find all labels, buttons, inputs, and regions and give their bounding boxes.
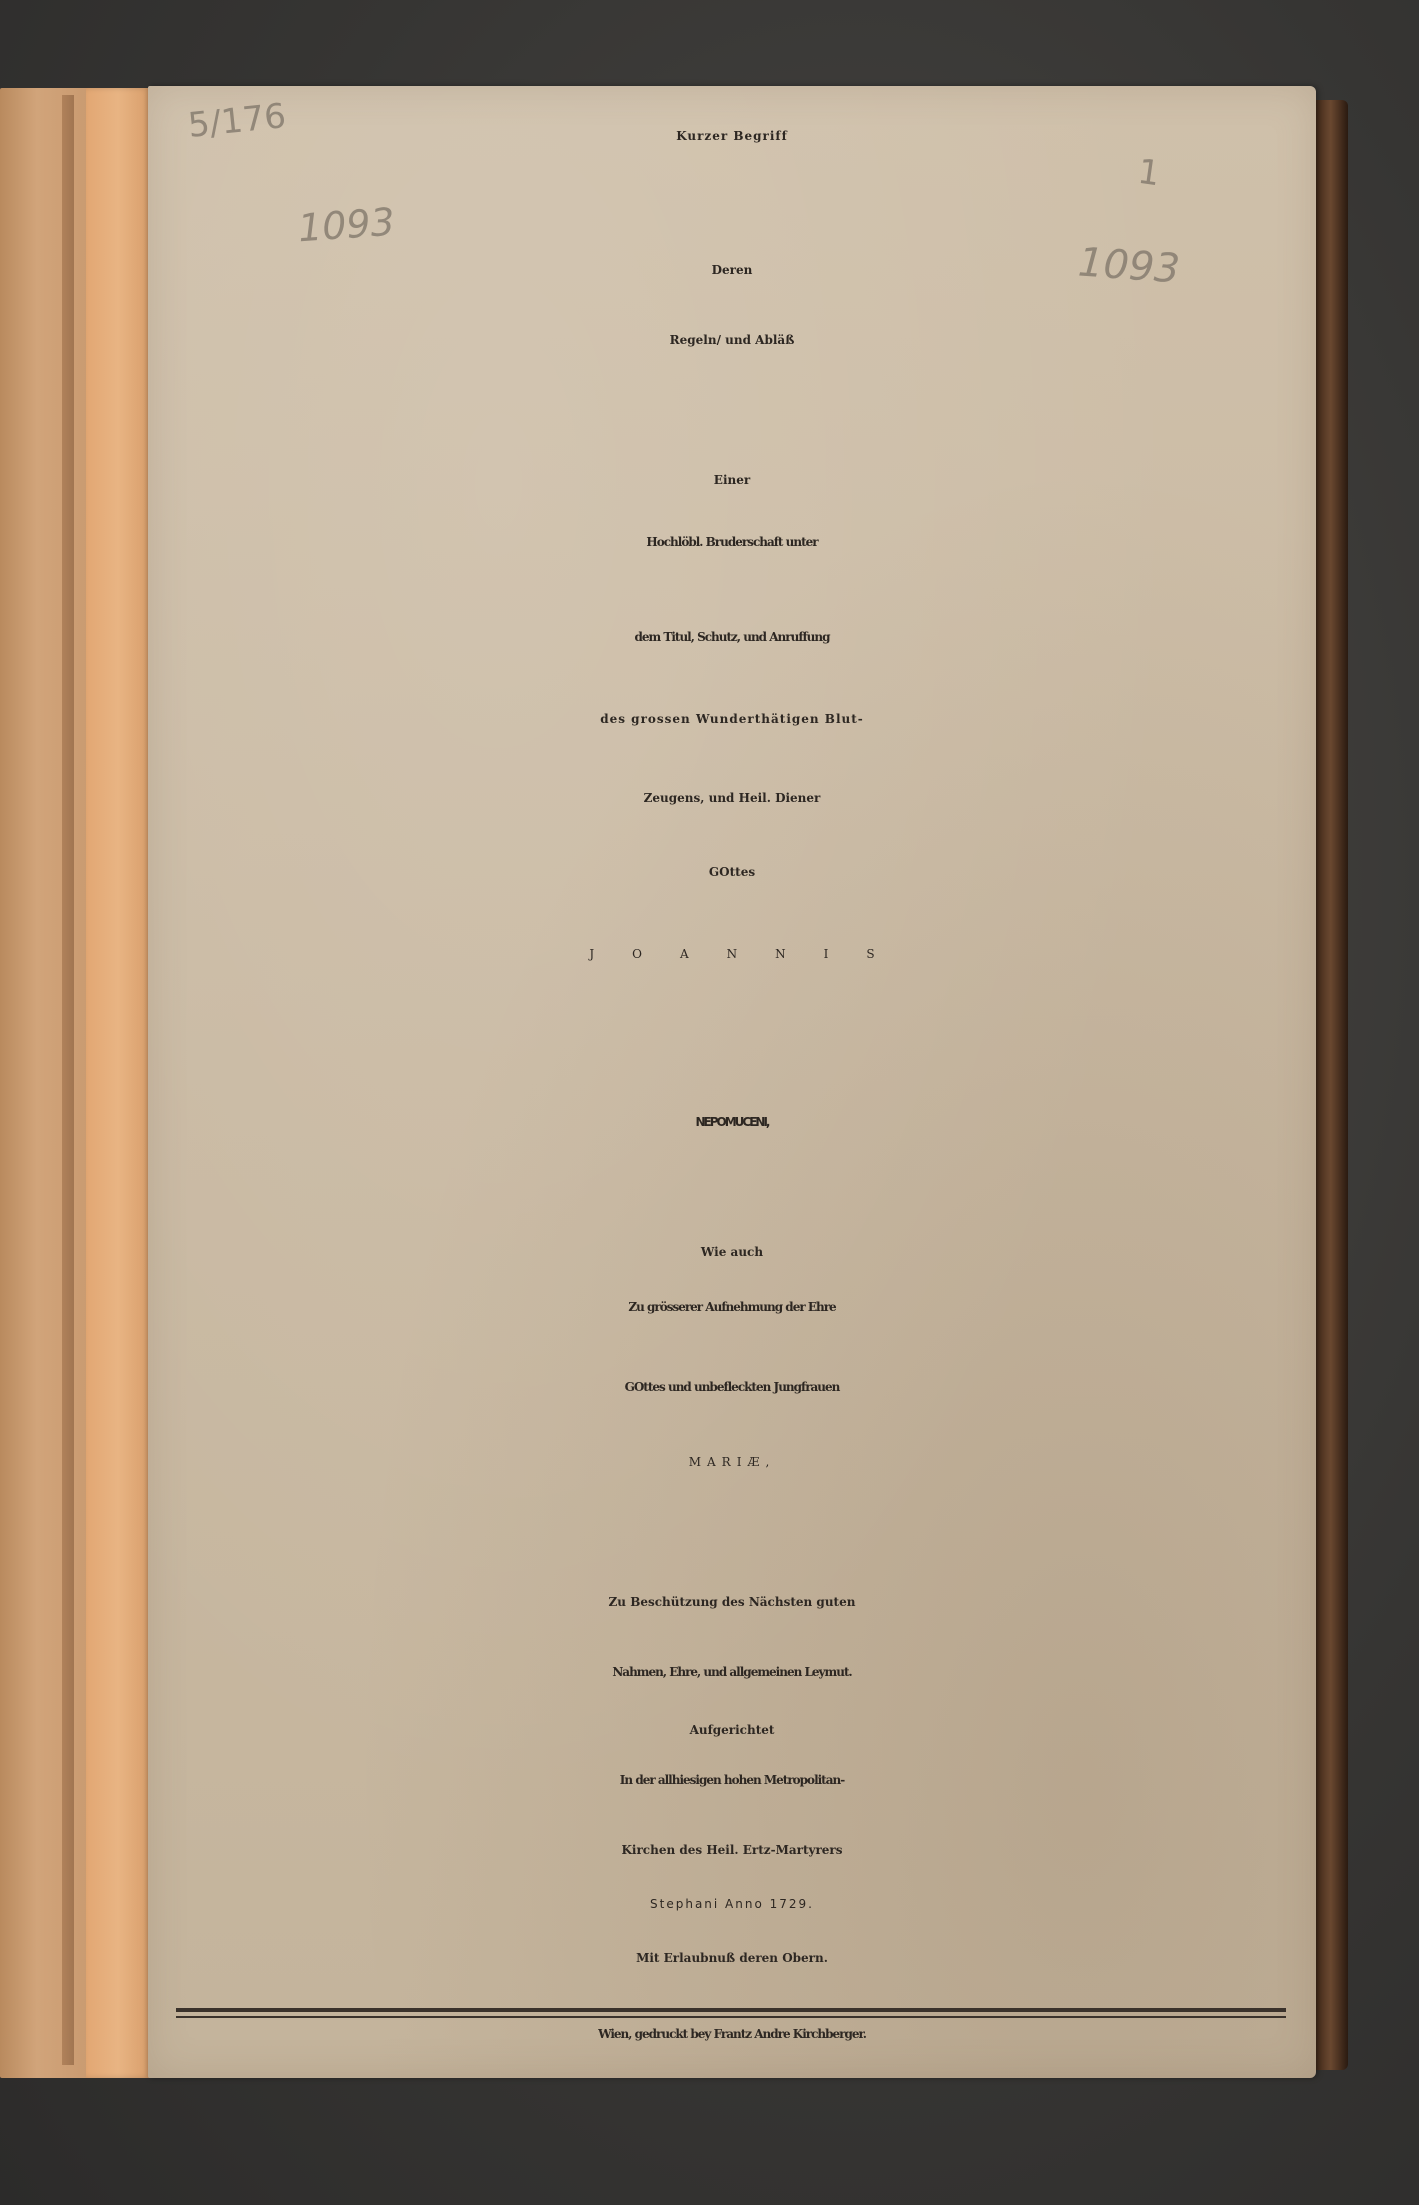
title-line-16: Zu Beschützung des Nächsten guten — [608, 1595, 856, 1609]
binding-strip — [86, 88, 150, 2078]
title-line-8: Zeugens, und Heil. Diener — [643, 791, 821, 805]
title-line-14: GOttes und unbefleckten Jungfrauen — [624, 1380, 840, 1394]
title-line-6: dem Titul, Schutz, und Anruffung — [634, 630, 830, 644]
title-line-17: Nahmen, Ehre, und allgemeinen Leymut. — [612, 1665, 852, 1679]
imprint-rule-thin — [176, 2016, 1286, 2018]
title-line-9: GOttes — [708, 865, 756, 879]
title-line-12: Wie auch — [700, 1245, 764, 1259]
title-line-5: Hochlöbl. Bruderschaft unter — [646, 535, 818, 549]
title-line-19: In der allhiesigen hohen Metropolitan- — [619, 1773, 845, 1787]
title-line-7: des grossen Wunderthätigen Blut- — [600, 712, 864, 726]
marginalia-top-right-2: 1093 — [1076, 239, 1182, 293]
cover-edge — [62, 95, 74, 2065]
title-line-22: Mit Erlaubnuß deren Obern. — [636, 1951, 828, 1965]
title-line-3: Regeln/ und Abläß — [669, 333, 795, 347]
title-line-2: Deren — [711, 263, 753, 277]
marginalia-top-right-1: 1 — [1135, 151, 1163, 195]
title-line-18: Aufgerichtet — [689, 1723, 775, 1737]
title-line-11: NEPOMUCENI, — [695, 1115, 769, 1129]
title-line-13: Zu grösserer Aufnehmung der Ehre — [628, 1300, 836, 1314]
title-line-10: JOANNIS — [589, 947, 913, 961]
title-line-15: MARIÆ, — [688, 1455, 776, 1469]
title-line-21: Stephani Anno 1729. — [650, 1897, 814, 1911]
title-line-20: Kirchen des Heil. Ertz-Martyrers — [621, 1843, 843, 1857]
book-cover-left — [0, 88, 92, 2078]
title-line-4: Einer — [713, 473, 751, 487]
title-page — [148, 86, 1316, 2078]
imprint-rule — [176, 2008, 1286, 2012]
marginalia-top-left-1: 5/176 — [186, 95, 288, 147]
imprint-line: Wien, gedruckt bey Frantz Andre Kirchberger. — [598, 2027, 866, 2041]
marginalia-top-left-2: 1093 — [296, 199, 397, 251]
title-line-1: Kurzer Begriff — [676, 129, 788, 143]
